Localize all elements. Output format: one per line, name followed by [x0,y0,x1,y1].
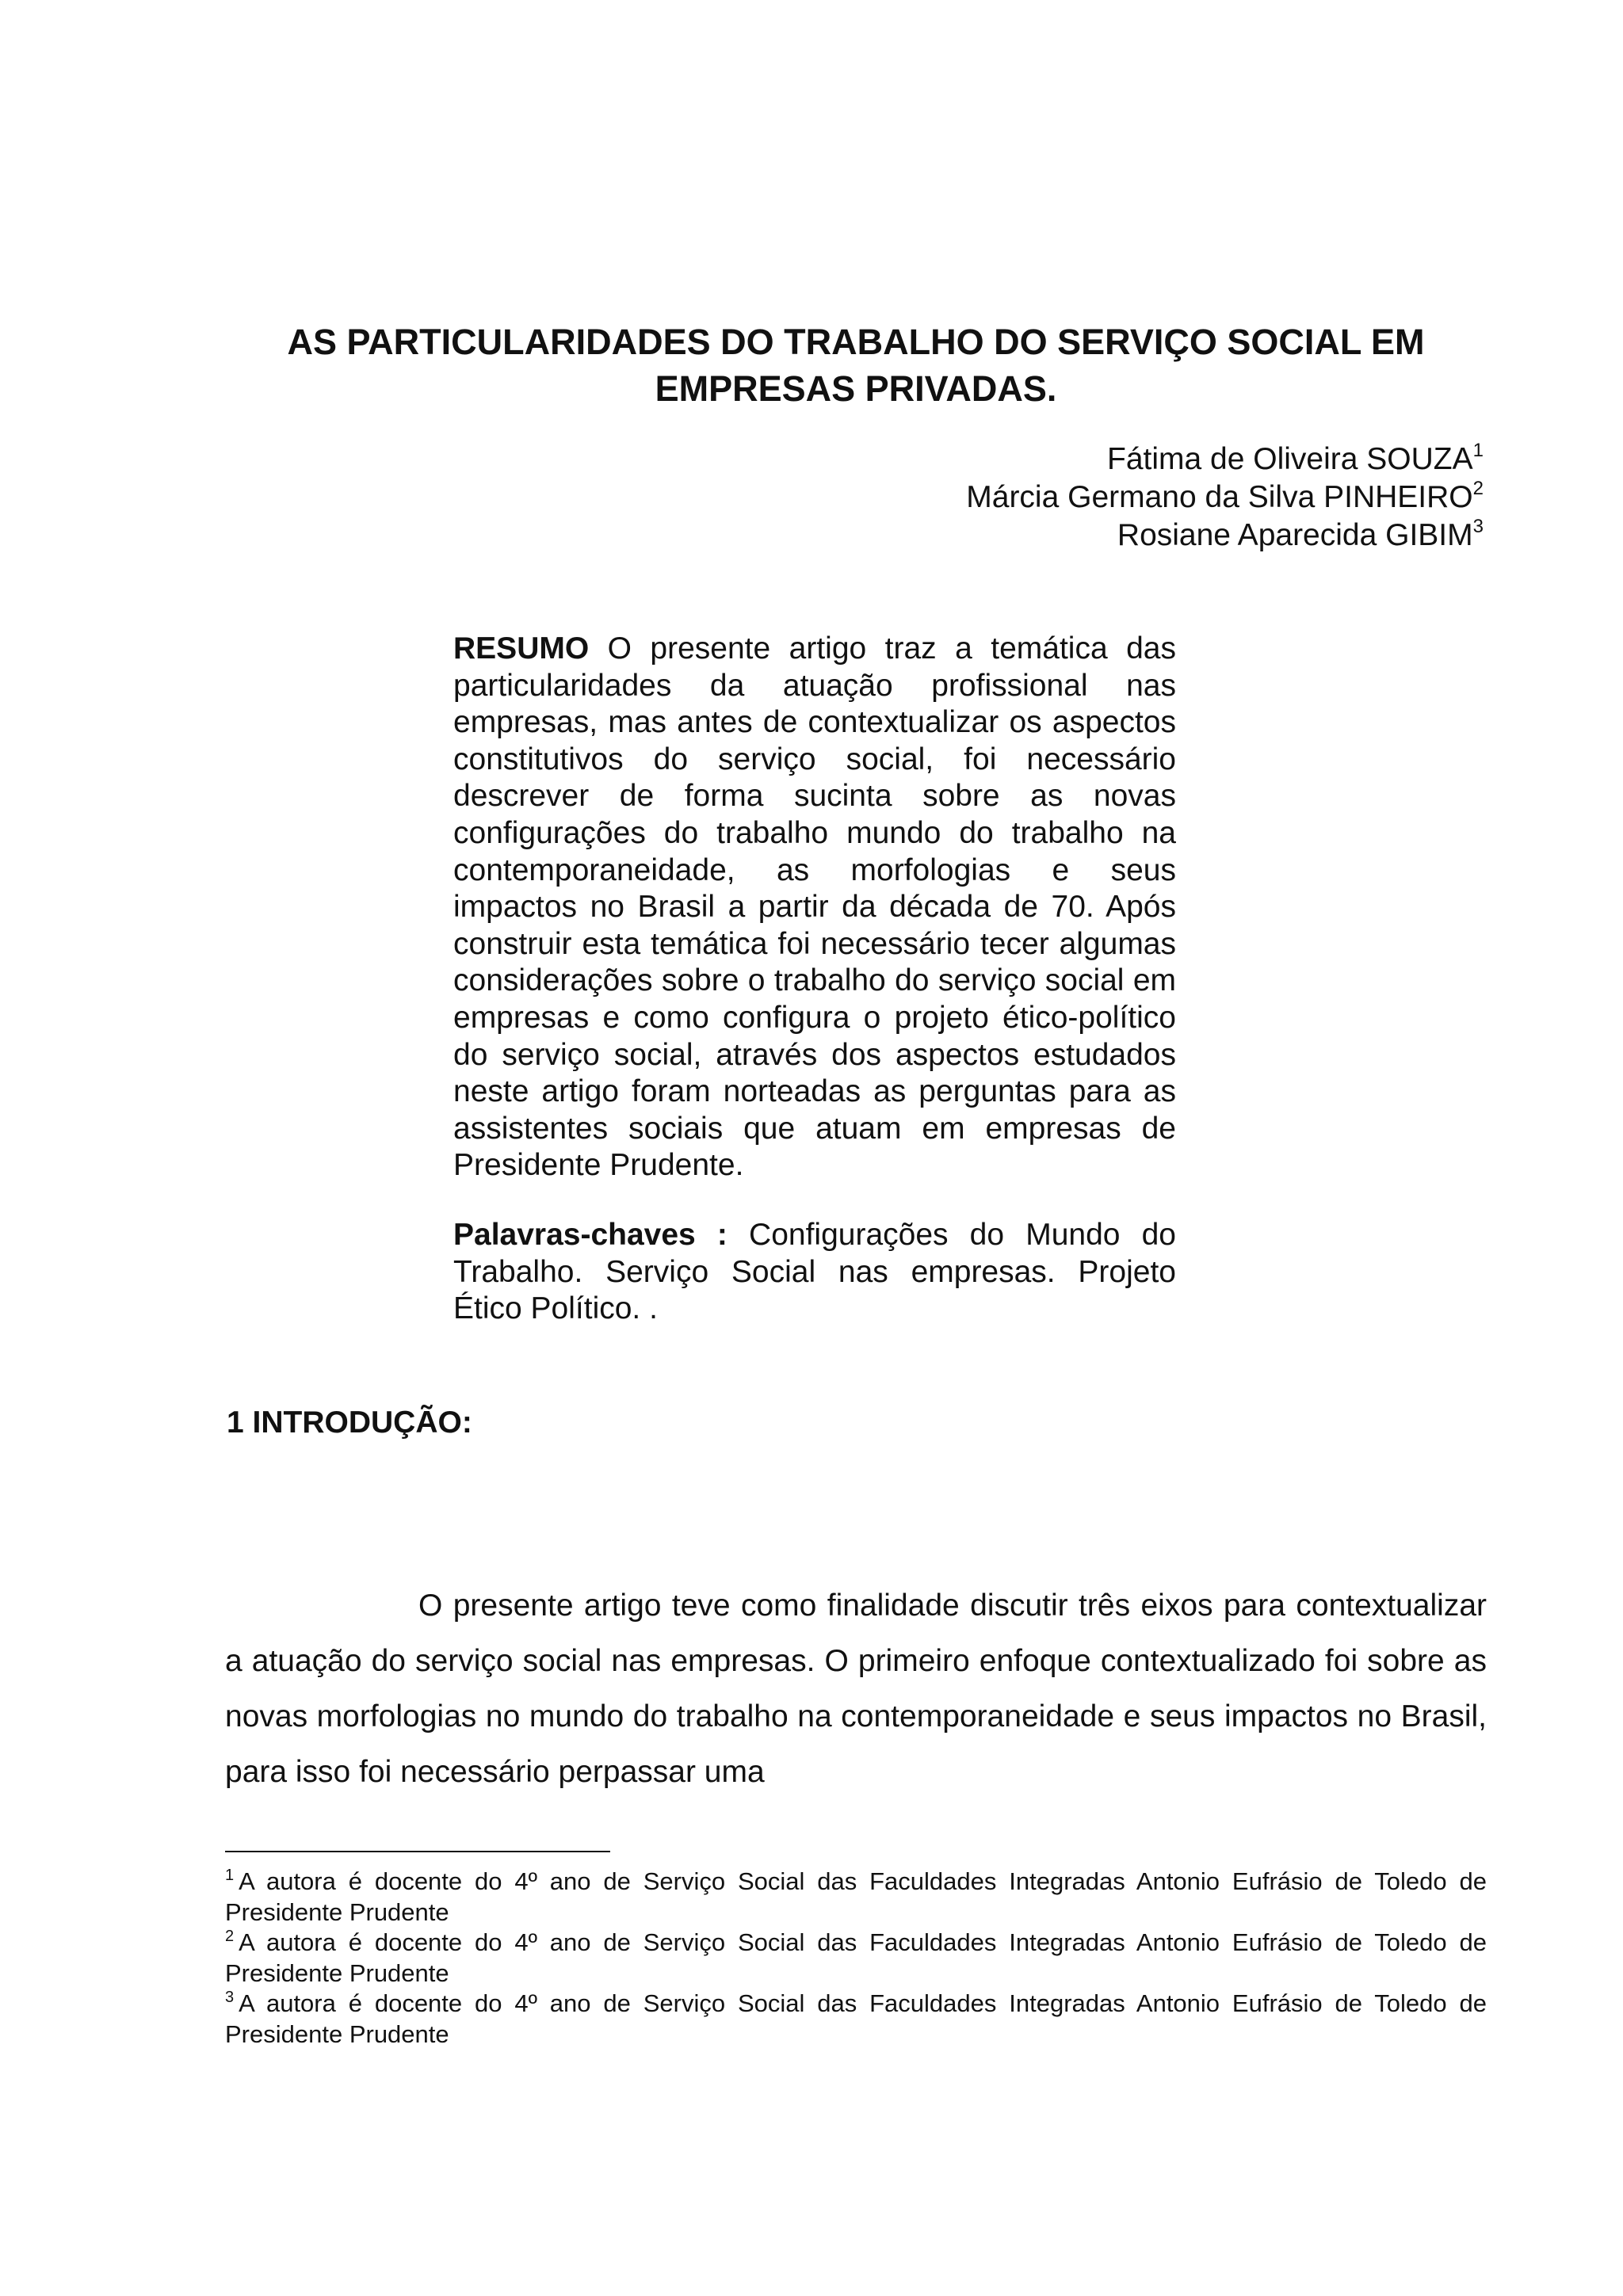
paper-title [225,318,1487,412]
abstract [453,631,1176,1184]
footnote-3: $^3$ A autora é docente do 4º ano de Serviço Social das Faculdades Integradas Antonio Eufrásio de Toledo de Presidente Prudente [225,1989,1487,2048]
body-paragraph: O presente artigo teve como finalidade discutir três eixos para contextualizar a atuação do serviço social nas empresas. O primeiro enfoque contextualizado foi sobre as novas morfologias no mundo do trabalho na contemporaneidade e seus impactos no Brasil, para isso foi necessário perpassar uma [225,1589,1487,1789]
footnotes [225,1867,1487,2050]
footnote-ref-3: 3 [1472,516,1484,537]
title-line-2: EMPRESAS PRIVADAS. [655,368,1057,409]
author-3: Rosiane Aparecida GIBIM$^3$ [1117,516,1484,552]
keywords [453,1217,1176,1328]
section-heading-introduction: 1 INTRODUÇÃO: [227,1405,472,1440]
abstract-label: RESUMO [453,631,590,666]
author-2: Márcia Germano da Silva PINHEIRO$^2$ [966,478,1484,514]
footnote-divider [225,1851,610,1852]
abstract-text: O presente artigo traz a temática das particularidades da atuação profissional nas empresas, mas antes de contextualizar os aspectos constitutivos do serviço social, foi necessário descrever de forma sucinta sobre as novas configurações do trabalho mundo do trabalho na contemporaneidade, as morfologias e seus impactos no Brasil a partir da década de 70. Após construir esta temática foi necessário tecer algumas considerações sobre o trabalho do serviço social em empresas e como configura o projeto ético-político do serviço social, através dos aspectos estudados neste artigo foram norteadas as perguntas para as assistentes sociais que atuam em empresas de Presidente Prudente. [453,631,1176,1183]
title-line-1: AS PARTICULARIDADES DO TRABALHO DO SERVIÇO SOCIAL EM [287,322,1425,362]
footnote-1: $^1$ A autora é docente do 4º ano de Serviço Social das Faculdades Integradas Antonio Eufrásio de Toledo de Presidente Prudente [225,1867,1487,1926]
author-1: Fátima de Oliveira SOUZA$^1$ [1107,440,1484,476]
author-list [966,441,1484,555]
keywords-text: Configurações do Mundo do Trabalho. Serviço Social nas empresas. Projeto Ético Político. . [453,1218,1176,1326]
footnote-ref-2: 2 [1472,478,1484,499]
footnote-ref-1: 1 [1472,440,1484,461]
keywords-label: Palavras-chaves : [453,1218,727,1252]
footnote-2: $^2$ A autora é docente do 4º ano de Serviço Social das Faculdades Integradas Antonio Eufrásio de Toledo de Presidente Prudente [225,1928,1487,1987]
